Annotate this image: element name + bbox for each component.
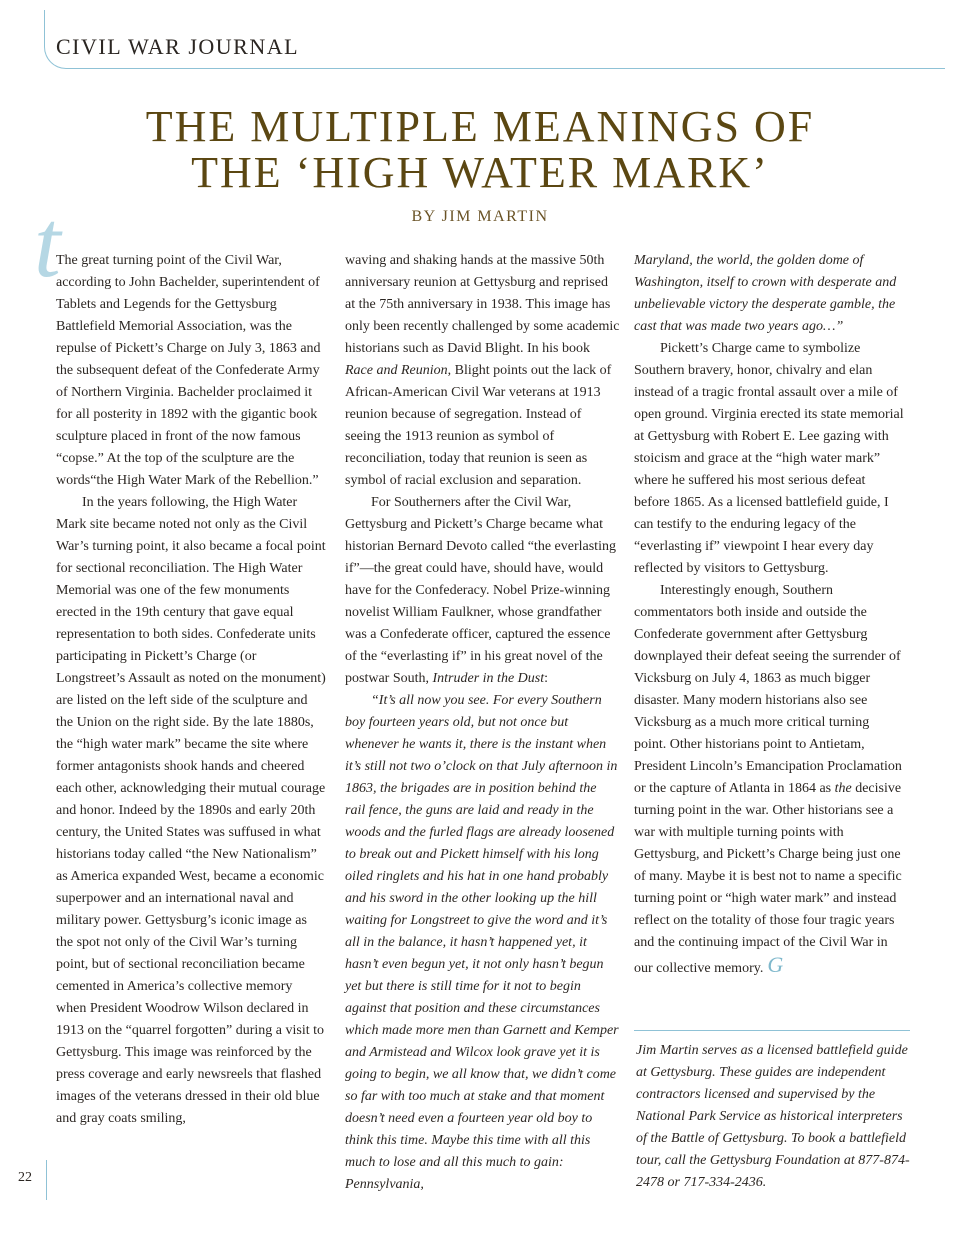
- column-2: [345, 250, 620, 1196]
- drop-cap: t: [34, 190, 61, 297]
- page-number: 22: [18, 1170, 32, 1185]
- faulkner-quote: “It’s all now you see. For every Southern boy fourteen years old, but not once but whenever he wants it, there is the instant when it’s still not two o’clock on that July afternoon in 1863, the brigades are in position behind the rail fence, the guns are laid and ready in the woods and the furled flags are already loosened to break out and Pickett himself with his long oiled ringlets and his hat in one hand probably and his sword in the other looking up the hill waiting for Longstreet to give the word and it’s all in the balance, it hasn’t happened yet, it hasn’t even begun yet, it not only hasn’t begun yet but there is still time for it not to begin against that position and these circumstances which made more men than Garnett and Kemper and Armistead and Wilcox look grave yet it is going to begin, we all know that, we didn’t come so far with too much at stake and that moment doesn’t need even a fourteen year old boy to think this time. Maybe this time with all this much to lose and all this much to gain: Pennsylvania,: [345, 693, 619, 1192]
- column-3: [634, 250, 904, 980]
- bio-rule: [634, 1030, 910, 1031]
- text-run: , Blight points out the lack of African-American Civil War veterans at 1913 reunion because of segregation. Instead of seeing the 1913 reunion as symbol of reconciliation, today that reunion is seen as symbol of racial exclusion and separation.: [345, 363, 612, 488]
- faulkner-quote-end: Maryland, the world, the golden dome of Washington, itself to crown with desperate and unbelievable victory the desperate gamble, the cast that was made two years ago…”: [634, 253, 897, 334]
- paragraph: [634, 580, 904, 980]
- title-line-2: THE ‘HIGH WATER MARK’: [191, 148, 769, 197]
- text-run: waving and shaking hands at the massive 50th anniversary reunion at Gettysburg and reprised at the 75th anniversary in 1938. This image has only been recently challenged by some academic historians such as David Blight. In his book: [345, 253, 620, 356]
- column-1: [56, 250, 326, 1130]
- text-run: Interestingly enough, Southern commentators both inside and outside the Confederate government after Gettysburg downplayed their defeat seeing the surrender of Vicksburg on July 4, 1863 as much bigger disaster. Many modern historians also see Vicksburg as a much more critical turning point. Other historians point to Antietam, President Lincoln’s Emancipation Proclamation or the capture of Atlanta in 1864 as: [634, 583, 902, 796]
- page-rule: [46, 1160, 47, 1200]
- emphasis: the: [834, 781, 852, 796]
- text-run: decisive turning point in the war. Other historians see a war with multiple turning points with Gettysburg, and Pickett’s Charge being just one of many. Maybe it is best not to name a specific turning point or “high water mark” and instead reflect on the totality of those four tragic years and the continuing impact of the Civil War in our collective memory.: [634, 781, 902, 976]
- byline: BY JIM MARTIN: [411, 208, 549, 225]
- end-mark-icon: G: [767, 952, 784, 977]
- text-run: :: [544, 671, 548, 686]
- title-line-1: THE MULTIPLE MEANINGS OF: [145, 102, 815, 151]
- author-bio: Jim Martin serves as a licensed battlefield guide at Gettysburg. These guides are independent contractors licensed and supervised by the National Park Service as historical interpreters of the Battle of Gettysburg. To book a battlefield tour, call the Gettysburg Foundation at 877-874-2478 or 717-334-2436.: [636, 1043, 910, 1190]
- paragraph: The great turning point of the Civil War, according to John Bachelder, superintendent of Tablets and Legends for the Gettysburg Battlefield Memorial Association, was the repulse of Pickett’s Charge on July 3, 1863 and the subsequent defeat of the Confederate Army of Northern Virginia. Bachelder proclaimed it for all posterity in 1892 with the gigantic book sculpture placed in front of the now famous “copse.” At the top of the sculpture are the words“the High Water Mark of the Rebellion.”: [56, 253, 321, 488]
- text-run: For Southerners after the Civil War, Gettysburg and Pickett’s Charge became what historian Bernard Devoto called “the everlasting if”—the great could have, should have, would have for the Confederacy. Nobel Prize-winning novelist William Faulkner, whose grandfather was a Confederate officer, captured the essence of the “everlasting if” in his great novel of the postwar South,: [345, 495, 616, 686]
- paragraph: [345, 250, 620, 492]
- article-title: [110, 104, 850, 196]
- paragraph: [345, 492, 620, 690]
- book-title: Intruder in the Dust: [432, 671, 545, 686]
- paragraph: Pickett’s Charge came to symbolize Southern bravery, honor, chivalry and elan instead of a tragic frontal assault over a mile of open ground. Virginia erected its state memorial at Gettysburg with Robert E. Lee gazing with stoicism and grace at the “high water mark” where he suffered his most serious defeat before 1865. As a licensed battlefield guide, I can testify to the enduring legacy of the “everlasting if” viewpoint I hear every day reflected by visitors to Gettysburg.: [634, 341, 904, 576]
- paragraph: In the years following, the High Water Mark site became noted not only as the Civil War’s turning point, it also became a focal point for sectional reconciliation. The High Water Memorial was one of the few monuments erected in the 19th century that gave equal representation to both sides. Confederate units participating in Pickett’s Charge (or Longstreet’s Assault as noted on the monument) are listed on the left side of the sculpture and the Union on the right side. By the late 1880s, the “high water mark” became the site where former antagonists shook hands and cheered each other, acknowledging their mutual courage and honor. Indeed by the 1890s and early 20th century, the United States was suffused in what historians today called “the New Nationalism” as America expanded West, became a economic superpower and an international naval and military power. Gettysburg’s iconic image as the spot not only of the Civil War’s turning point, but of sectional reconciliation became cemented in America’s collective memory when President Woodrow Wilson declared in 1913 on the “quarrel forgotten” during a visit to Gettysburg. This image was reinforced by the press coverage and early newsreels that flashed images of the veterans dressed in their old blue and gray coats smiling,: [56, 495, 326, 1126]
- section-title: CIVIL WAR JOURNAL: [56, 34, 300, 59]
- book-title: Race and Reunion: [345, 363, 448, 378]
